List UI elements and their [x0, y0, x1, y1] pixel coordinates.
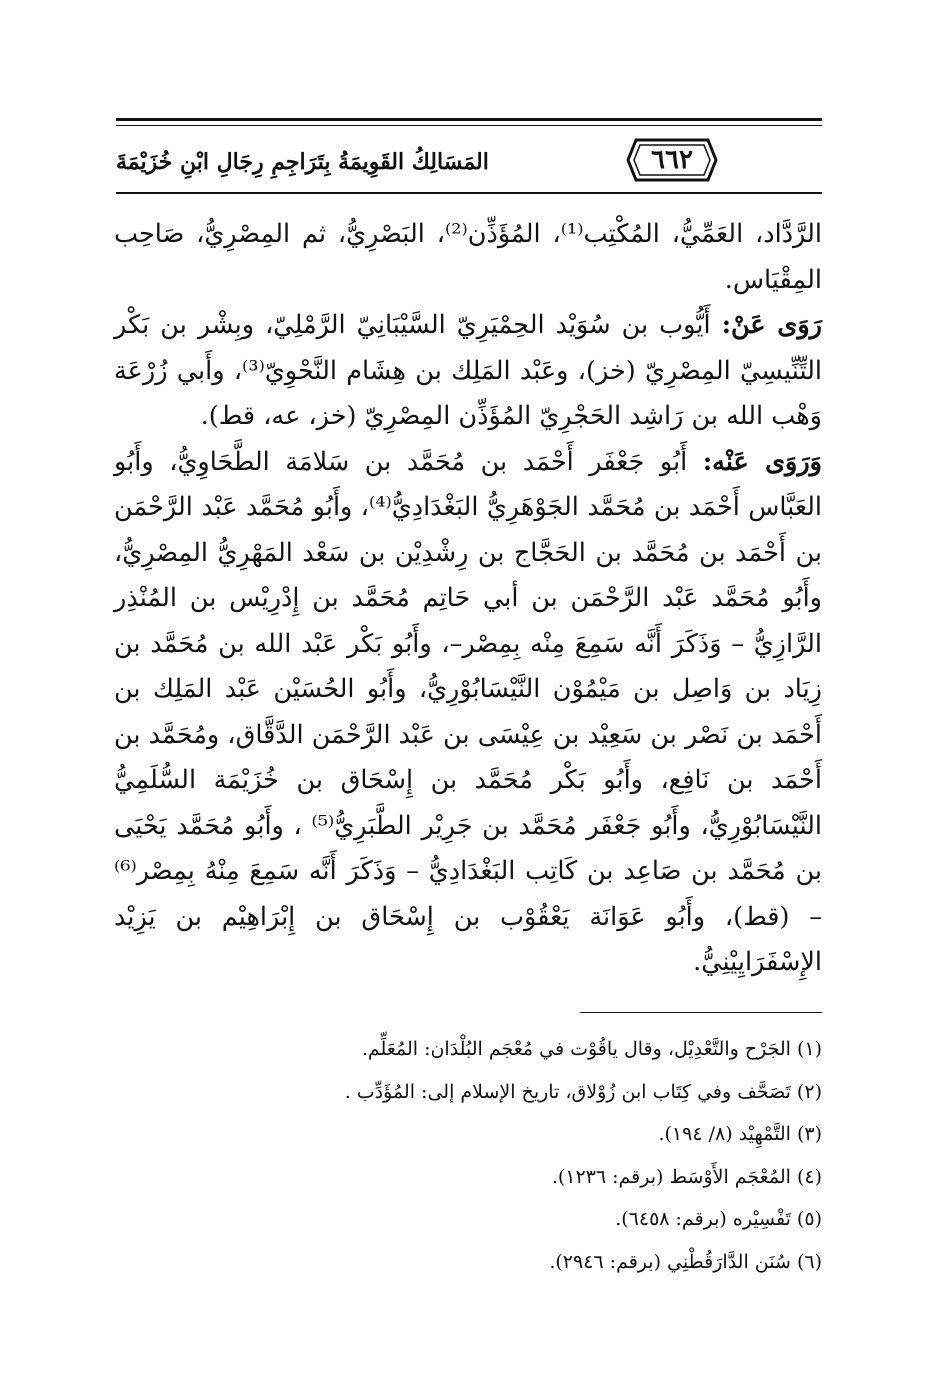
main-text: [114, 212, 822, 986]
page-number-ornament: [626, 138, 718, 182]
footnote: (٦) سُنَن الدَّارَقُطْنِي (برقم: ٢٩٤٦).: [549, 1250, 822, 1273]
paragraph-text: الرَّدَّاد، العَمِّيُّ، المُكْتِب⁽¹⁾، المُؤَذِّن⁽²⁾، البَصْرِيُّ، ثم المِصْرِيُّ، صَاحِب المِقْيَاس.: [114, 219, 822, 295]
footnote: (٤) المُعْجَم الأَوْسَط (برقم: ١٢٣٦).: [551, 1165, 822, 1188]
header-rule-thick: [116, 118, 822, 121]
footnote: (١) الجَرْح والتَّعْدِيْل، وقال ياقُوْت في مُعْجَم البُلْدَان: المُعَلِّم.: [361, 1038, 822, 1060]
page-number: ٦٦٢: [651, 145, 693, 175]
header-rule-thin: [116, 125, 822, 126]
page-header: [116, 118, 822, 202]
paragraph-lead: وَرَوَى عَنْه:: [702, 446, 822, 477]
paragraph-lead: رَوَى عَنْ:: [721, 310, 822, 340]
footnote: (٣) التَّمْهِيْد (٨/ ١٩٤).: [658, 1123, 822, 1145]
footnotes: [114, 1028, 822, 1283]
header-rule-bottom: [116, 192, 822, 194]
footnote-separator: [580, 1012, 822, 1013]
paragraph-text: أَبُو جَعْفَر أَحْمَد بن مُحَمَّد بن سَلامَة الطَّحَاوِيُّ، وأَبُو العَبَّاس أَحْمَد بن مُحَمَّد الجَوْهَرِيُّ البَغْدَادِيُّ⁽⁴⁾، وأَبُو مُحَمَّد عَبْد الرَّحْمَن بن أَحْمَد بن مُحَمَّد بن الحَجَّاج بن رِشْدِيْن بن سَعْد المَهْرِيُّ المِصْرِيُّ، وأَبُو مُحَمَّد عَبْد الرَّحْمَن بن أبي حَاتِم مُحَمَّد بن إِدْرِيْس بن المُنْذِر الرَّازِيُّ – وَذَكَرَ أَنَّه سَمِعَ مِنْه بِمِصْر–، وأَبُو بَكْر عَبْد الله بن مُحَمَّد بن زِيَاد بن وَاصِل بن مَيْمُوْن النَّيْسَابُوْرِيُّ، وأَبُو الحُسَيْن عَبْد المَلِك بن أَحْمَد بن نَصْر بن سَعِيْد بن عِيْسَى بن عَبْد الرَّحْمَن الدَّقَّاق، ومُحَمَّد بن أَحْمَد بن نَافِع، وأَبُو بَكْر مُحَمَّد بن إِسْحَاق بن خُزَيْمَة السُّلَمِيُّ النَّيْسَابُوْرِيُّ، وأَبُو جَعْفَر مُحَمَّد بن جَرِيْر الطَّبَرِيُّ⁽⁵⁾ ، وأَبُو مُحَمَّد يَحْيَى بن مُحَمَّد بن صَاعِد بن كَاتِب البَغْدَادِيُّ – وَذَكَرَ أَنَّه سَمِعَ مِنْهُ بِمِصْر⁽⁶⁾ – (قط)، وأَبُو عَوَانَة يَعْقُوْب بن إِسْحَاق بن إِبْرَاهِيْم بن يَزِيْد الإِسْفَرَايِيْنِيُّ.: [114, 446, 823, 977]
paragraph: [114, 303, 822, 440]
footnote: (٢) تَصَحَّف وفي كِتَاب ابن زُوْلاق، تاريخ الإسلام إلى: المُؤَدِّب .: [344, 1080, 822, 1103]
paragraph: [114, 440, 822, 986]
footnote: (٥) تَفْسِيْره (برقم: ٦٤٥٨).: [615, 1208, 822, 1230]
paragraph-text: أَيُّوب بن سُوَيْد الحِمْيَرِيّ السَّيْبَانِيّ الرَّمْلِيّ، وبِشْر بن بَكْر التِّنِّيسِيّ المِصْرِيّ (خز)، وعَبْد المَلِك بن هِشَام النَّحْوِيّ⁽³⁾، وأَبي زُرْعَة وَهْب الله بن رَاشِد الحَجْرِيّ المُؤَذِّن المِصْرِيّ (خز، عه، قط).: [114, 310, 822, 431]
paragraph: [114, 212, 822, 303]
running-title: المَسَالِكُ القَوِيمَةُ بِتَرَاجِمِ رِجَالِ ابْنِ خُزَيْمَةَ: [116, 149, 489, 175]
